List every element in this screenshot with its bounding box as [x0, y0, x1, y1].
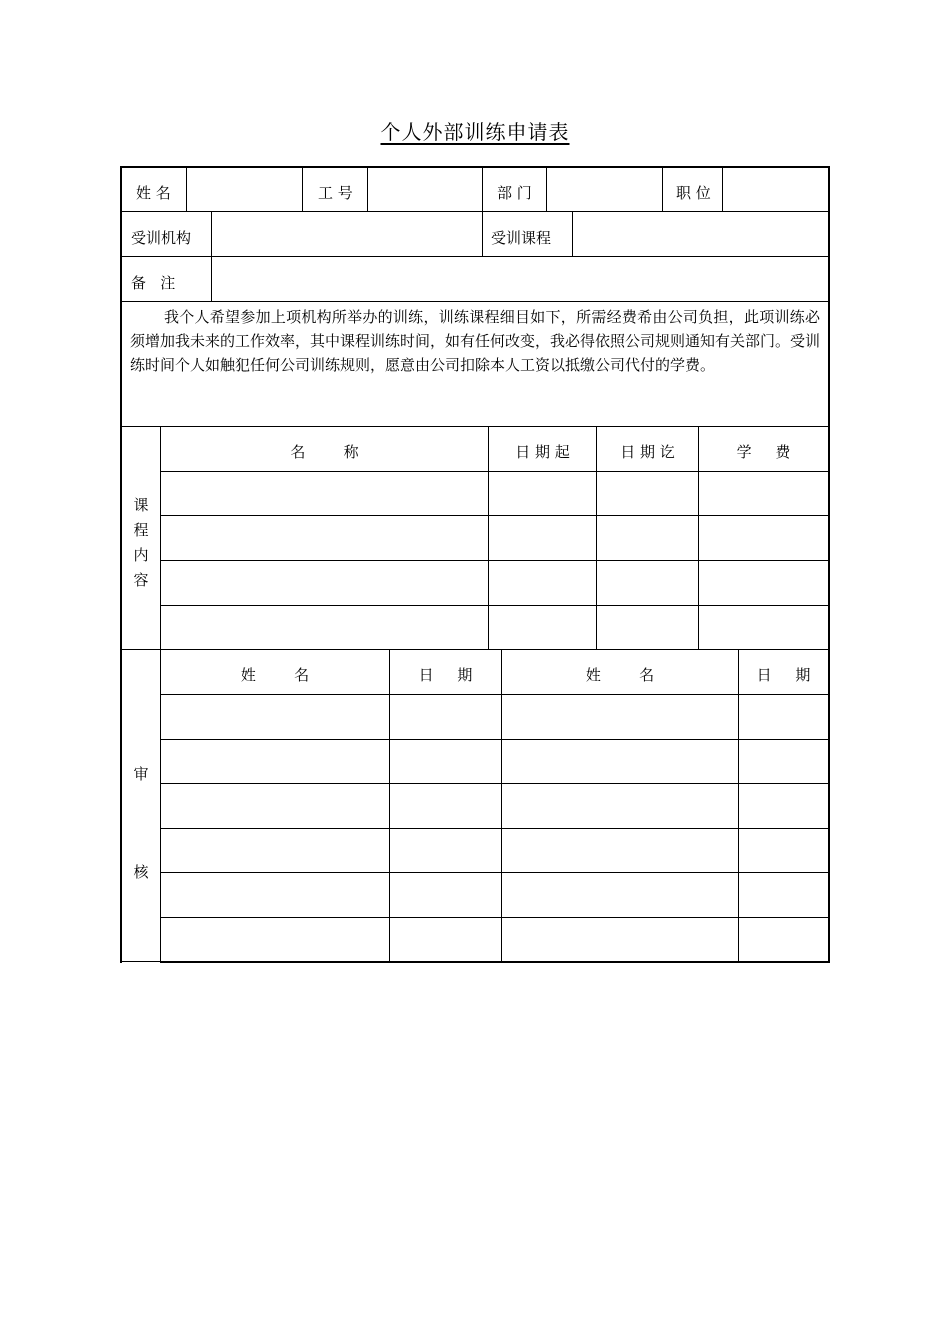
- review-col-name: 姓 名: [240, 666, 310, 684]
- side-label-char: 程: [133, 521, 149, 539]
- remark-label: 备 注: [131, 274, 176, 292]
- training-org-label: 受训机构: [131, 229, 192, 247]
- review-col-date-2: 日 期: [756, 666, 811, 684]
- reviewer-name-cell[interactable]: [161, 784, 389, 828]
- review-side-label-bottom: 核: [133, 863, 149, 881]
- course-col-start-date: 日 期 起: [515, 443, 570, 461]
- reviewer-name-cell[interactable]: [161, 740, 389, 783]
- statement-text: 我个人希望参加上项机构所举办的训练，训练课程细目如下，所需经费希由公司负担，此项训练必须增加我未来的工作效率，其中课程训练时间，如有任何改变，我必得依照公司规则通知有关部门。受训练时间个人如触犯任何公司训练规则，愿意由公司扣除本人工资以抵缴公司代付的学费。: [130, 308, 821, 374]
- reviewer-name-cell[interactable]: [161, 918, 389, 961]
- employee-id-field[interactable]: [368, 167, 482, 211]
- reviewer-name-cell[interactable]: [161, 695, 389, 739]
- position-label: 职 位: [676, 184, 711, 202]
- course-name-cell[interactable]: [161, 516, 488, 560]
- course-col-end-date: 日 期 讫: [620, 443, 675, 461]
- table-border-right: [828, 166, 830, 963]
- review-col-date: 日 期: [418, 666, 473, 684]
- reviewer-name-cell[interactable]: [161, 829, 389, 872]
- table-border-bottom-left: [120, 961, 160, 962]
- course-name-cell[interactable]: [161, 472, 488, 515]
- course-name-cell[interactable]: [161, 606, 488, 649]
- course-name-cell[interactable]: [161, 561, 488, 605]
- training-org-field[interactable]: [212, 212, 482, 256]
- row-divider: [120, 301, 830, 302]
- col-divider: [482, 211, 483, 256]
- side-label-char: 容: [133, 571, 149, 589]
- course-col-name: 名 称: [290, 443, 359, 461]
- name-field[interactable]: [187, 167, 302, 211]
- page-title: 个人外部训练申请表: [380, 120, 570, 144]
- side-label-char: 内: [133, 546, 149, 564]
- remark-field[interactable]: [212, 257, 828, 301]
- row-divider: [120, 649, 830, 650]
- name-label: 姓 名: [136, 184, 171, 202]
- col-divider: [302, 166, 303, 211]
- review-side-label-top: 审: [133, 765, 149, 783]
- department-label: 部 门: [497, 184, 532, 202]
- col-divider: [662, 166, 663, 211]
- position-field[interactable]: [723, 167, 828, 211]
- table-border-left: [120, 166, 122, 963]
- reviewer-name-cell[interactable]: [161, 873, 389, 917]
- col-divider: [501, 650, 502, 962]
- training-course-field[interactable]: [573, 212, 828, 256]
- side-label-char: 课: [133, 496, 149, 514]
- col-divider: [389, 650, 390, 962]
- table-border-bottom: [160, 961, 830, 963]
- department-field[interactable]: [547, 167, 662, 211]
- row-divider: [120, 426, 830, 427]
- course-side-label: [131, 493, 151, 593]
- col-divider: [482, 166, 483, 211]
- review-col-name-2: 姓 名: [585, 666, 655, 684]
- employee-id-label: 工 号: [318, 184, 353, 202]
- col-divider: [738, 650, 739, 962]
- course-col-fee: 学 费: [736, 443, 791, 461]
- training-course-label: 受训课程: [491, 229, 552, 247]
